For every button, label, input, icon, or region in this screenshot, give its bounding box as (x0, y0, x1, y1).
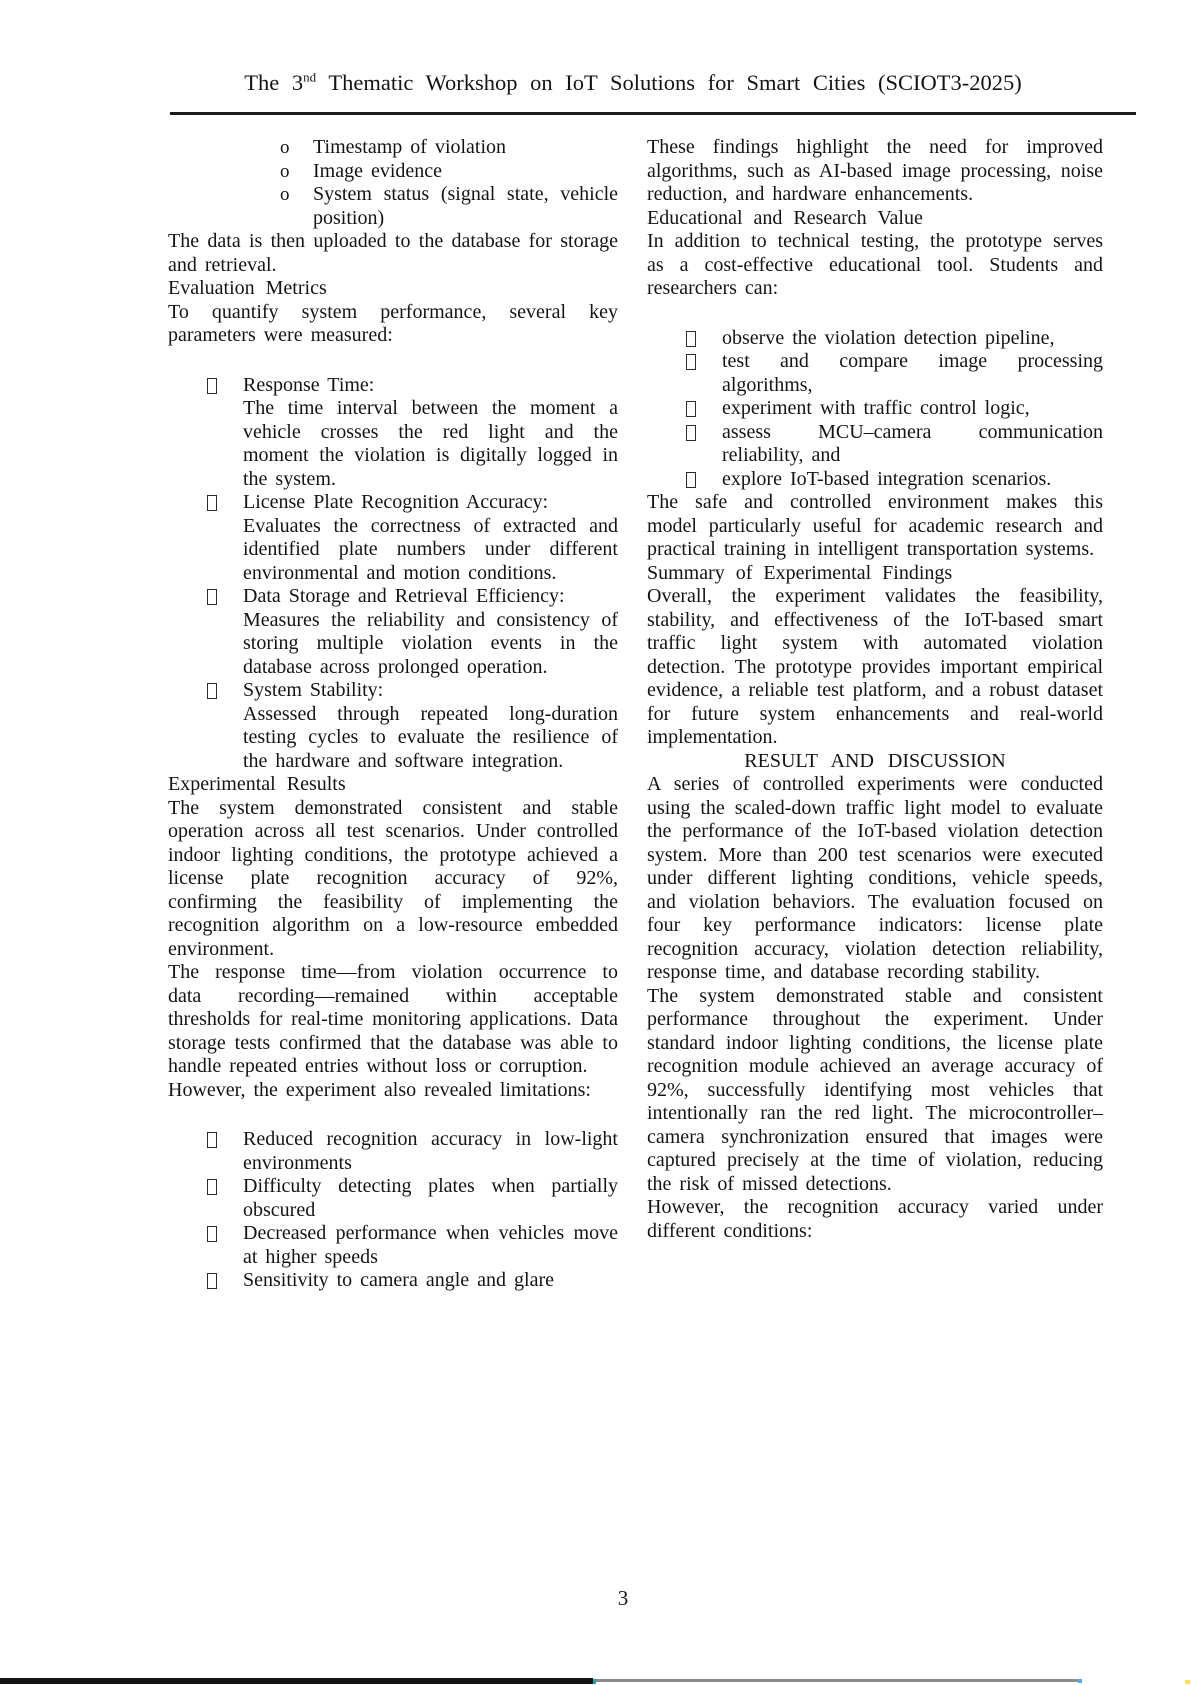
list-item (168, 1222, 618, 1269)
list-item-text: Decreased performance when vehicles move at higher speeds (243, 1222, 618, 1268)
missing-glyph-bullet-icon (686, 354, 696, 370)
section-heading-evaluation-metrics: Evaluation Metrics (168, 277, 327, 299)
paragraph-overall: Overall, the experiment validates the feasibility, stability, and effectiveness of the IoT-based smart traffic light system with automated violation detection. The prototype provides important empirical evidence, a reliable test platform, and a robust dataset for future system enhancements and real-world implementation. (647, 585, 1103, 748)
missing-glyph-bullet-icon (686, 401, 696, 417)
metrics-list (168, 374, 618, 774)
list-item (647, 397, 1103, 421)
list-item-text: assess MCU–camera communication reliability, and (722, 420, 1103, 466)
circle-bullet-icon: o (280, 160, 290, 182)
list-item-text: explore IoT-based integration scenarios. (722, 467, 1052, 490)
section-heading-educational-value: Educational and Research Value (647, 206, 923, 229)
list-item-text: experiment with traffic control logic, (722, 397, 1030, 419)
list-item-text: Difficulty detecting plates when partially obscured (243, 1175, 618, 1221)
list-item (168, 1269, 618, 1293)
running-head-superscript: nd (303, 69, 317, 85)
list-item-text: System status (signal state, vehicle position) (313, 183, 618, 229)
metric-title: Data Storage and Retrieval Efficiency: (243, 585, 565, 607)
metric-desc: Measures the reliability and consistency of storing multiple violation events in the database across prolonged operation. (243, 608, 618, 678)
list-item-text: Image evidence (313, 159, 443, 182)
paragraph-system-consistent: The system demonstrated consistent and stable operation across all test scenarios. Under controlled indoor lighting conditions, the prototype achieved a license plate recognition accuracy of 92%, confirming the feasibility of implementing the recognition algorithm on a low-resource embedded environment. (168, 796, 618, 960)
metric-desc: Assessed through repeated long-duration testing cycles to evaluate the resilience of the hardware and software integration. (243, 702, 618, 772)
page-number: 3 (617, 1586, 629, 1610)
list-item (168, 1175, 618, 1222)
paragraph-upload: The data is then uploaded to the database for storage and retrieval. (168, 230, 618, 276)
left-column (168, 136, 618, 1293)
metric-desc: Evaluates the correctness of extracted and identified plate numbers under different environmental and motion conditions. (243, 514, 618, 584)
list-item (168, 136, 618, 160)
list-item (168, 585, 618, 679)
bottom-bar-gray-segment (596, 1679, 1078, 1682)
running-head-rest: Thematic Workshop on IoT Solutions for Smart Cities (SCIOT3-2025) (316, 70, 1022, 95)
missing-glyph-bullet-icon (686, 472, 696, 488)
paragraph-series-experiments: A series of controlled experiments were conducted using the scaled-down traffic light model to evaluate the performance of the IoT-based violation detection system. More than 200 test scenarios were executed under different lighting conditions, vehicle speeds, and violation behaviors. The evaluation focused on four key performance indicators: license plate recognition accuracy, violation detection reliability, response time, and database recording stability. (647, 773, 1103, 983)
running-head-title (130, 70, 1136, 96)
missing-glyph-bullet-icon (207, 589, 217, 605)
missing-glyph-bullet-icon (207, 1179, 217, 1195)
list-item-text: Sensitivity to camera angle and glare (243, 1269, 555, 1291)
missing-glyph-bullet-icon (207, 1132, 217, 1148)
paragraph-educational-intro: In addition to technical testing, the prototype serves as a cost-effective educational tool. Students and researchers can: (647, 230, 1103, 299)
list-item (168, 374, 618, 492)
bottom-bar-yellow-tick (1185, 1680, 1190, 1684)
metric-desc: The time interval between the moment a vehicle crosses the red light and the moment the violation is digitally logged in the system. (243, 397, 618, 490)
section-heading-result-discussion: RESULT AND DISCUSSION (744, 749, 1006, 772)
paragraph-quantify: To quantify system performance, several key parameters were measured: (168, 300, 618, 346)
bottom-bar-black-segment (0, 1678, 593, 1684)
list-item (647, 327, 1103, 351)
missing-glyph-bullet-icon (207, 1226, 217, 1242)
running-head-prefix: The 3 (244, 70, 304, 95)
list-item-text: test and compare image processing algorithms, (722, 350, 1103, 396)
list-item (168, 183, 618, 230)
missing-glyph-bullet-icon (207, 378, 217, 394)
missing-glyph-bullet-icon (207, 1273, 217, 1289)
paragraph-response-time: The response time—from violation occurrence to data recording—remained within acceptable thresholds for real-time monitoring applications. Data storage tests confirmed that the database was able to handle repeated entries without loss or corruption. (168, 961, 618, 1077)
section-heading-experimental-results: Experimental Results (168, 773, 346, 795)
metric-title: License Plate Recognition Accuracy: (243, 491, 549, 513)
section-heading-summary-findings: Summary of Experimental Findings (647, 561, 953, 584)
paragraph-safe-environment: The safe and controlled environment makes this model particularly useful for academic research and practical training in intelligent transportation systems. (647, 491, 1103, 560)
missing-glyph-bullet-icon (207, 683, 217, 699)
list-item (647, 421, 1103, 468)
list-item (168, 1128, 618, 1175)
bottom-bar-blue-tick (1078, 1679, 1082, 1683)
list-item (168, 491, 618, 585)
right-column (647, 136, 1103, 1243)
data-fields-list (168, 136, 618, 230)
header-rule (170, 112, 1136, 115)
list-item (647, 350, 1103, 397)
paragraph-findings: These findings highlight the need for improved algorithms, such as AI-based image processing, noise reduction, and hardware enhancements. (647, 136, 1103, 205)
paragraph-accuracy-varied: However, the recognition accuracy varied under different conditions: (647, 1196, 1103, 1242)
list-item-text: observe the violation detection pipeline, (722, 326, 1055, 349)
activities-list (647, 327, 1103, 492)
metric-title: System Stability: (243, 679, 384, 701)
missing-glyph-bullet-icon (686, 425, 696, 441)
list-item (168, 160, 618, 184)
missing-glyph-bullet-icon (686, 331, 696, 347)
missing-glyph-bullet-icon (207, 495, 217, 511)
limitations-list (168, 1128, 618, 1293)
list-item-text: Timestamp of violation (313, 136, 507, 158)
paragraph-limitations-intro: However, the experiment also revealed limitations: (168, 1078, 591, 1101)
paragraph-stable-performance: The system demonstrated stable and consistent performance throughout the experiment. Under standard indoor lighting conditions, the license plate recognition module achieved an average accuracy of 92%, successfully identifying most vehicles that intentionally ran the red light. The microcontroller–camera synchronization ensured that images were captured precisely at the time of violation, reducing the risk of missed detections. (647, 984, 1103, 1195)
list-item-text: Reduced recognition accuracy in low-light environments (243, 1128, 618, 1174)
list-item (647, 468, 1103, 492)
circle-bullet-icon: o (280, 137, 290, 158)
circle-bullet-icon: o (280, 184, 290, 205)
metric-title: Response Time: (243, 373, 375, 396)
list-item (168, 679, 618, 773)
